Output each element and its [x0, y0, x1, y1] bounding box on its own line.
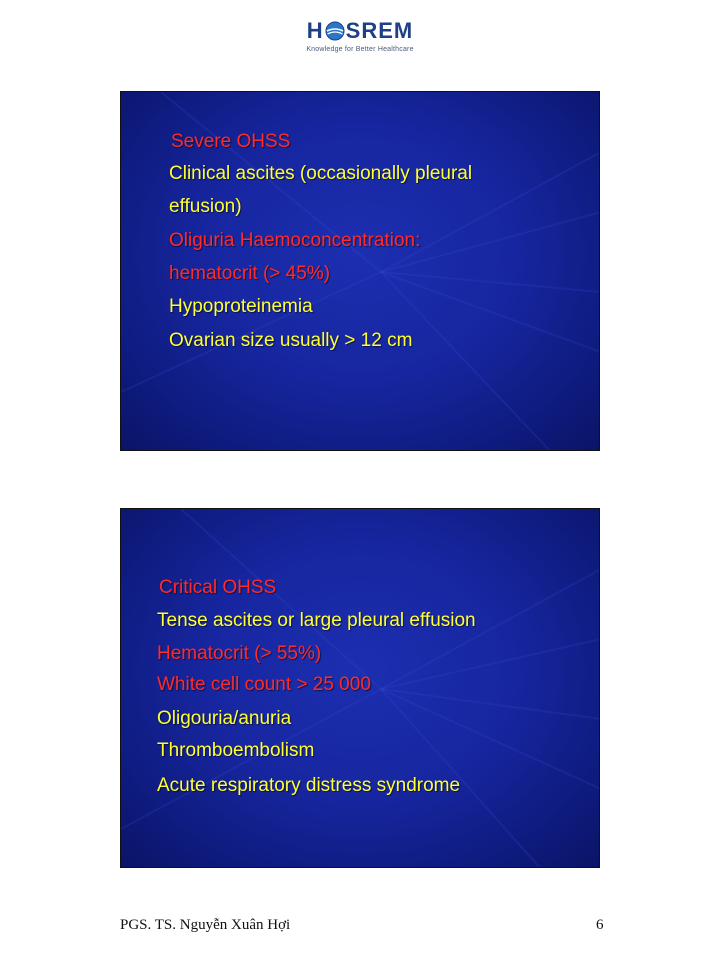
slide-bullet: Acute respiratory distress syndrome	[157, 775, 461, 796]
hosrem-logo	[0, 18, 720, 53]
slide-bullet: Thromboembolism	[157, 740, 315, 761]
slide-bullet: White cell count > 25 000	[157, 674, 371, 695]
logo-tagline: Knowledge for Better Healthcare	[306, 46, 414, 53]
globe-icon	[325, 21, 345, 41]
slide-heading: Critical OHSS	[159, 577, 277, 598]
slide-severe-ohss	[120, 91, 600, 451]
page-number: 6	[596, 917, 604, 933]
logo-wordmark	[307, 18, 413, 44]
logo-text-right: SREM	[345, 18, 414, 43]
slide-critical-ohss	[120, 508, 600, 868]
slide-bullet: effusion)	[169, 196, 242, 217]
slide-bullet: Tense ascites or large pleural effusion	[157, 610, 476, 631]
slide-text	[121, 509, 600, 868]
slide-text	[121, 92, 600, 451]
slide-bullet: Ovarian size usually > 12 cm	[169, 330, 413, 351]
logo-text-left: H	[306, 18, 324, 43]
slide-bullet: Oliguria Haemoconcentration:	[169, 230, 421, 251]
slide-bullet: hematocrit (> 45%)	[169, 263, 331, 284]
slide-bullet: Hematocrit (> 55%)	[157, 643, 322, 664]
slide-bullet: Oligouria/anuria	[157, 708, 292, 729]
slide-bullet: Clinical ascites (occasionally pleural	[169, 163, 473, 184]
slide-bullet: Hypoproteinemia	[169, 296, 313, 317]
slide-heading: Severe OHSS	[171, 131, 291, 152]
footer-author: PGS. TS. Nguyễn Xuân Hợi	[120, 917, 291, 933]
